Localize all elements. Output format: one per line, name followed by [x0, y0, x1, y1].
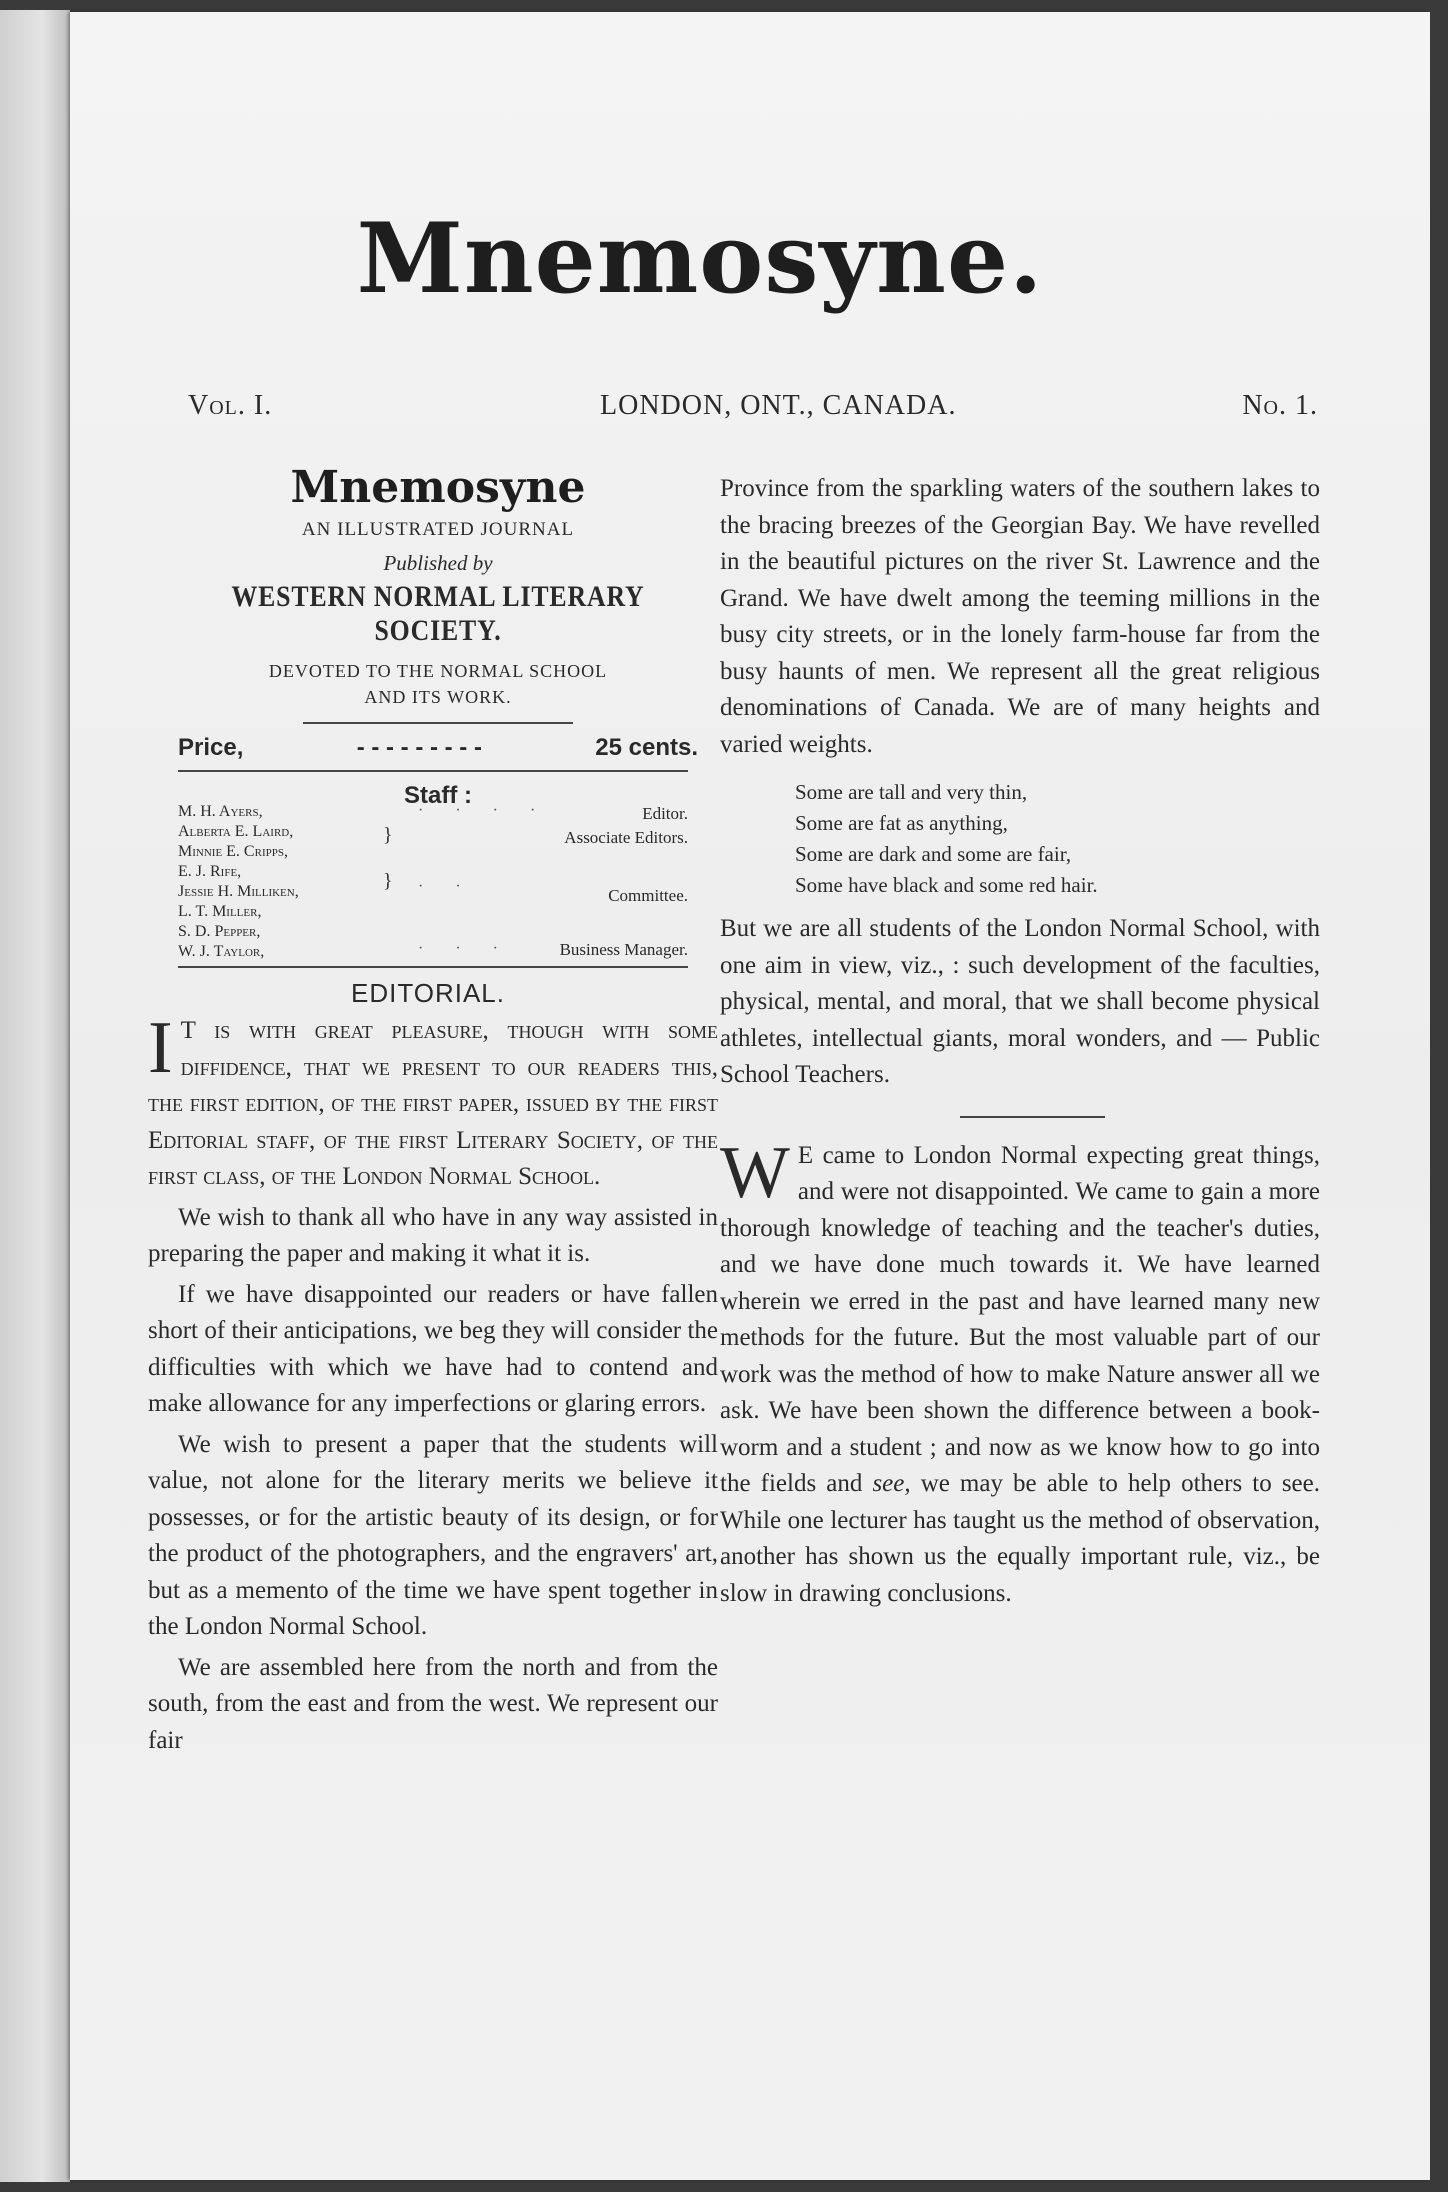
paragraph-text: T is with great pleasure, though with some diffidence, that we present to our readers this, the first edition, of the first paper, issued by the first Editorial staff, of the first Literary Society, of the first class, of the London Normal School.: [148, 1017, 718, 1190]
role-manager: Business Manager.: [559, 940, 688, 959]
number-label: No. 1.: [1242, 390, 1318, 421]
staff-name: Jessie H. Milliken,: [178, 883, 299, 900]
editorial-paragraph: [720, 1131, 1320, 1613]
society-name: WESTERN NORMAL LITERARY SOCIETY.: [231, 580, 645, 647]
masthead-title: Mnemosyne.: [356, 202, 1044, 315]
drop-cap: I: [148, 1007, 173, 1089]
staff-name: S. D. Pepper,: [178, 923, 261, 940]
role-editor: Editor.: [642, 804, 688, 823]
editorial-paragraph: We are assembled here from the north and from the south, from the east and from the west. We represent our fair: [148, 1653, 718, 1754]
staff-name: L. T. Miller,: [178, 903, 262, 920]
editorial-paragraph: [148, 1007, 718, 1196]
drop-cap: W: [720, 1131, 790, 1214]
staff-names: [178, 802, 299, 962]
price-line: [178, 734, 698, 762]
staff-name: W. J. Taylor,: [178, 943, 265, 960]
price-value: 25 cents.: [595, 734, 698, 761]
leader-dots: · · ·: [418, 940, 512, 957]
place-label: LONDON, ONT., CANADA.: [600, 390, 957, 421]
editorial-paragraph: But we are all students of the London Normal School, with one aim in view, viz., : such development of the faculties, physical, mental, and moral, that we shall become physical athletes, intellectual giants, moral wonders, and — Public School Teachers.: [720, 915, 1320, 1088]
editorial-paragraph: We wish to thank all who have in any way assisted in preparing the paper and making it what it is.: [148, 1203, 718, 1267]
poem-line: Some have black and some red hair.: [795, 873, 1098, 897]
staff-name: Alberta E. Laird,: [178, 823, 294, 840]
volume-label: Vol. I.: [188, 390, 273, 421]
price-dots: - - - - - - - - -: [356, 734, 482, 761]
left-column: [148, 452, 718, 1759]
divider: [178, 770, 688, 772]
devoted-line-1: DEVOTED TO THE NORMAL SCHOOL: [268, 661, 608, 681]
brace-icon: }: [383, 824, 393, 846]
staff-name: Minnie E. Cripps,: [178, 843, 288, 860]
staff-list: [178, 802, 688, 970]
divider: [960, 1116, 1105, 1118]
paragraph-text: came to London Normal expecting great things, and were not disappointed. We came to gain a more thorough knowledge of teaching and the teacher's duties, and we have done much towards it. We have learned wherein we erred in the past and have learned many new methods for the future. But the most valuable part of our work was the method of how to make Nature answer all we ask. We have been shown the difference between a book-worm and a student ; and now as we know how to go into the fields and: [720, 1141, 1320, 1497]
poem-line: Some are fat as anything,: [795, 811, 1008, 835]
devoted-line: [178, 658, 698, 710]
poem-line: Some are dark and some are fair,: [795, 842, 1072, 866]
poem: [795, 777, 1320, 901]
poem-line: Some are tall and very thin,: [795, 780, 1028, 804]
staff-name: E. J. Rife,: [178, 863, 242, 880]
price-label: Price,: [178, 734, 244, 761]
emphasis-text: see,: [872, 1470, 911, 1497]
editorial-paragraph: We wish to present a paper that the students will value, not alone for the literary merits we believe it possesses, or for the artistic beauty of its design, or for the product of the photographers, and the engravers' art, but as a memento of the time we have spent together in the London Normal School.: [148, 1430, 718, 1640]
box-subtitle: AN ILLUSTRATED JOURNAL: [301, 519, 575, 540]
page: [70, 12, 1430, 2180]
publication-box: [178, 462, 698, 762]
staff-title: Staff :: [404, 782, 472, 809]
right-column: [720, 467, 1320, 1612]
brace-icon: }: [383, 870, 393, 892]
leader-dots: · · · ·: [418, 802, 550, 819]
box-title: Mnemosyne: [290, 462, 586, 513]
role-associate: Associate Editors.: [564, 828, 688, 847]
devoted-line-2: AND ITS WORK.: [364, 687, 512, 707]
editorial-paragraph: If we have disappointed our readers or have fallen short of their anticipations, we beg they will consider the difficulties with which we have had to contend and make allowance for any imperfections or glaring errors.: [148, 1280, 718, 1417]
small-caps-text: E: [797, 1141, 814, 1169]
staff-name: M. H. Ayers,: [178, 803, 263, 820]
editorial-heading: EDITORIAL.: [350, 978, 505, 1008]
role-committee: Committee.: [608, 886, 688, 905]
issue-line: [188, 390, 1318, 430]
leader-dots: · ·: [418, 878, 475, 895]
published-by: Published by: [383, 551, 493, 575]
divider: [303, 722, 573, 724]
paragraph-text: we may be able to help others to see. While one lecturer has taught us the method of observation, another has shown us the equally important rule, viz., be slow in drawing conclusions.: [720, 1470, 1320, 1607]
page-edge: [0, 10, 70, 2182]
editorial-paragraph: Province from the sparkling waters of the southern lakes to the bracing breezes of the Georgian Bay. We have revelled in the beautiful pictures on the river St. Lawrence and the Grand. We have dwelt among the teeming millions in the busy city streets, or in the lonely farm-house far from the busy haunts of men. We represent all the great religious denominations of Canada. We are of many heights and varied weights.: [720, 475, 1320, 758]
